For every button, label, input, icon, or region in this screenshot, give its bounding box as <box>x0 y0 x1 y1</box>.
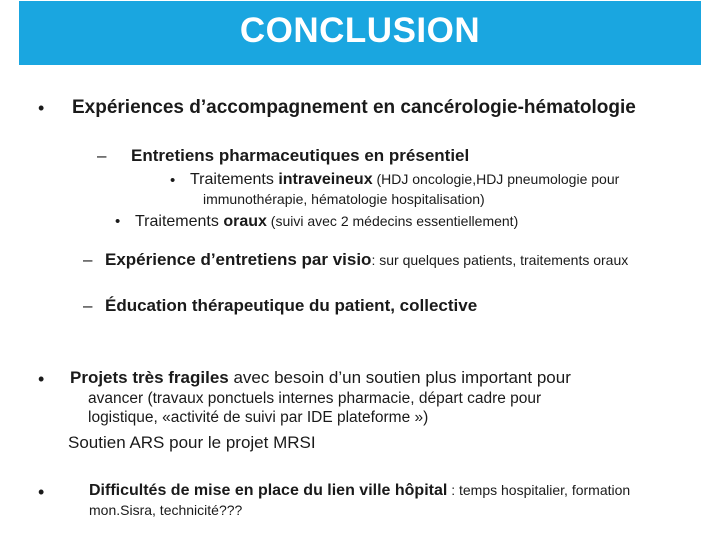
dash-marker: – <box>83 296 93 315</box>
sub3: Éducation thérapeutique du patient, collective <box>105 296 478 315</box>
sub1-heading: Entretiens pharmaceutiques en présentiel <box>131 146 470 165</box>
section2-bold: Projets très fragiles <box>70 368 229 387</box>
item2-prefix: Traitements <box>135 213 224 230</box>
bullet-marker: • <box>38 369 45 389</box>
dash-marker: – <box>97 146 107 165</box>
section2-line1 <box>70 368 571 388</box>
dash-marker: – <box>83 250 93 269</box>
section3-bold: Difficultés de mise en place du lien ville hôpital <box>89 482 448 499</box>
section3-line1 <box>89 482 630 500</box>
section3-line2: mon.Sisra, technicité??? <box>89 502 243 518</box>
bullet-marker: • <box>38 482 45 502</box>
sub2-bold: Expérience d’entretiens par visio <box>105 250 372 269</box>
bullet-marker: • <box>38 98 45 118</box>
item1-bold: intraveineux <box>278 171 373 188</box>
section2-line2: avancer (travaux ponctuels internes pharmacie, départ cadre pour <box>88 390 542 407</box>
title-bar <box>19 1 701 65</box>
section1-heading: Expériences d’accompagnement en cancérologie-hématologie <box>72 97 636 118</box>
bullet-marker: • <box>170 172 176 189</box>
sub2 <box>105 250 628 270</box>
bullet-marker: • <box>115 213 121 230</box>
item1-prefix: Traitements <box>190 171 279 188</box>
sub2-detail: : sur quelques patients, traitements oraux <box>371 252 629 268</box>
slide-title: CONCLUSION <box>239 11 481 50</box>
section2-line1-rest: avec besoin d’un soutien plus important pour <box>228 368 571 387</box>
sub1-item2 <box>135 213 518 231</box>
section2-line4: Soutien ARS pour le projet MRSI <box>68 433 316 452</box>
sub1-item1 <box>190 171 619 189</box>
sub1-item1-continuation: immunothérapie, hématologie hospitalisation) <box>203 191 485 207</box>
section2-line3: logistique, «activité de suivi par IDE plateforme ») <box>88 409 429 426</box>
item2-bold: oraux <box>223 213 267 230</box>
item1-detail: (HDJ oncologie,HDJ pneumologie pour <box>372 171 620 187</box>
section3-rest: : temps hospitalier, formation <box>447 482 631 498</box>
item2-detail: (suivi avec 2 médecins essentiellement) <box>266 213 519 229</box>
